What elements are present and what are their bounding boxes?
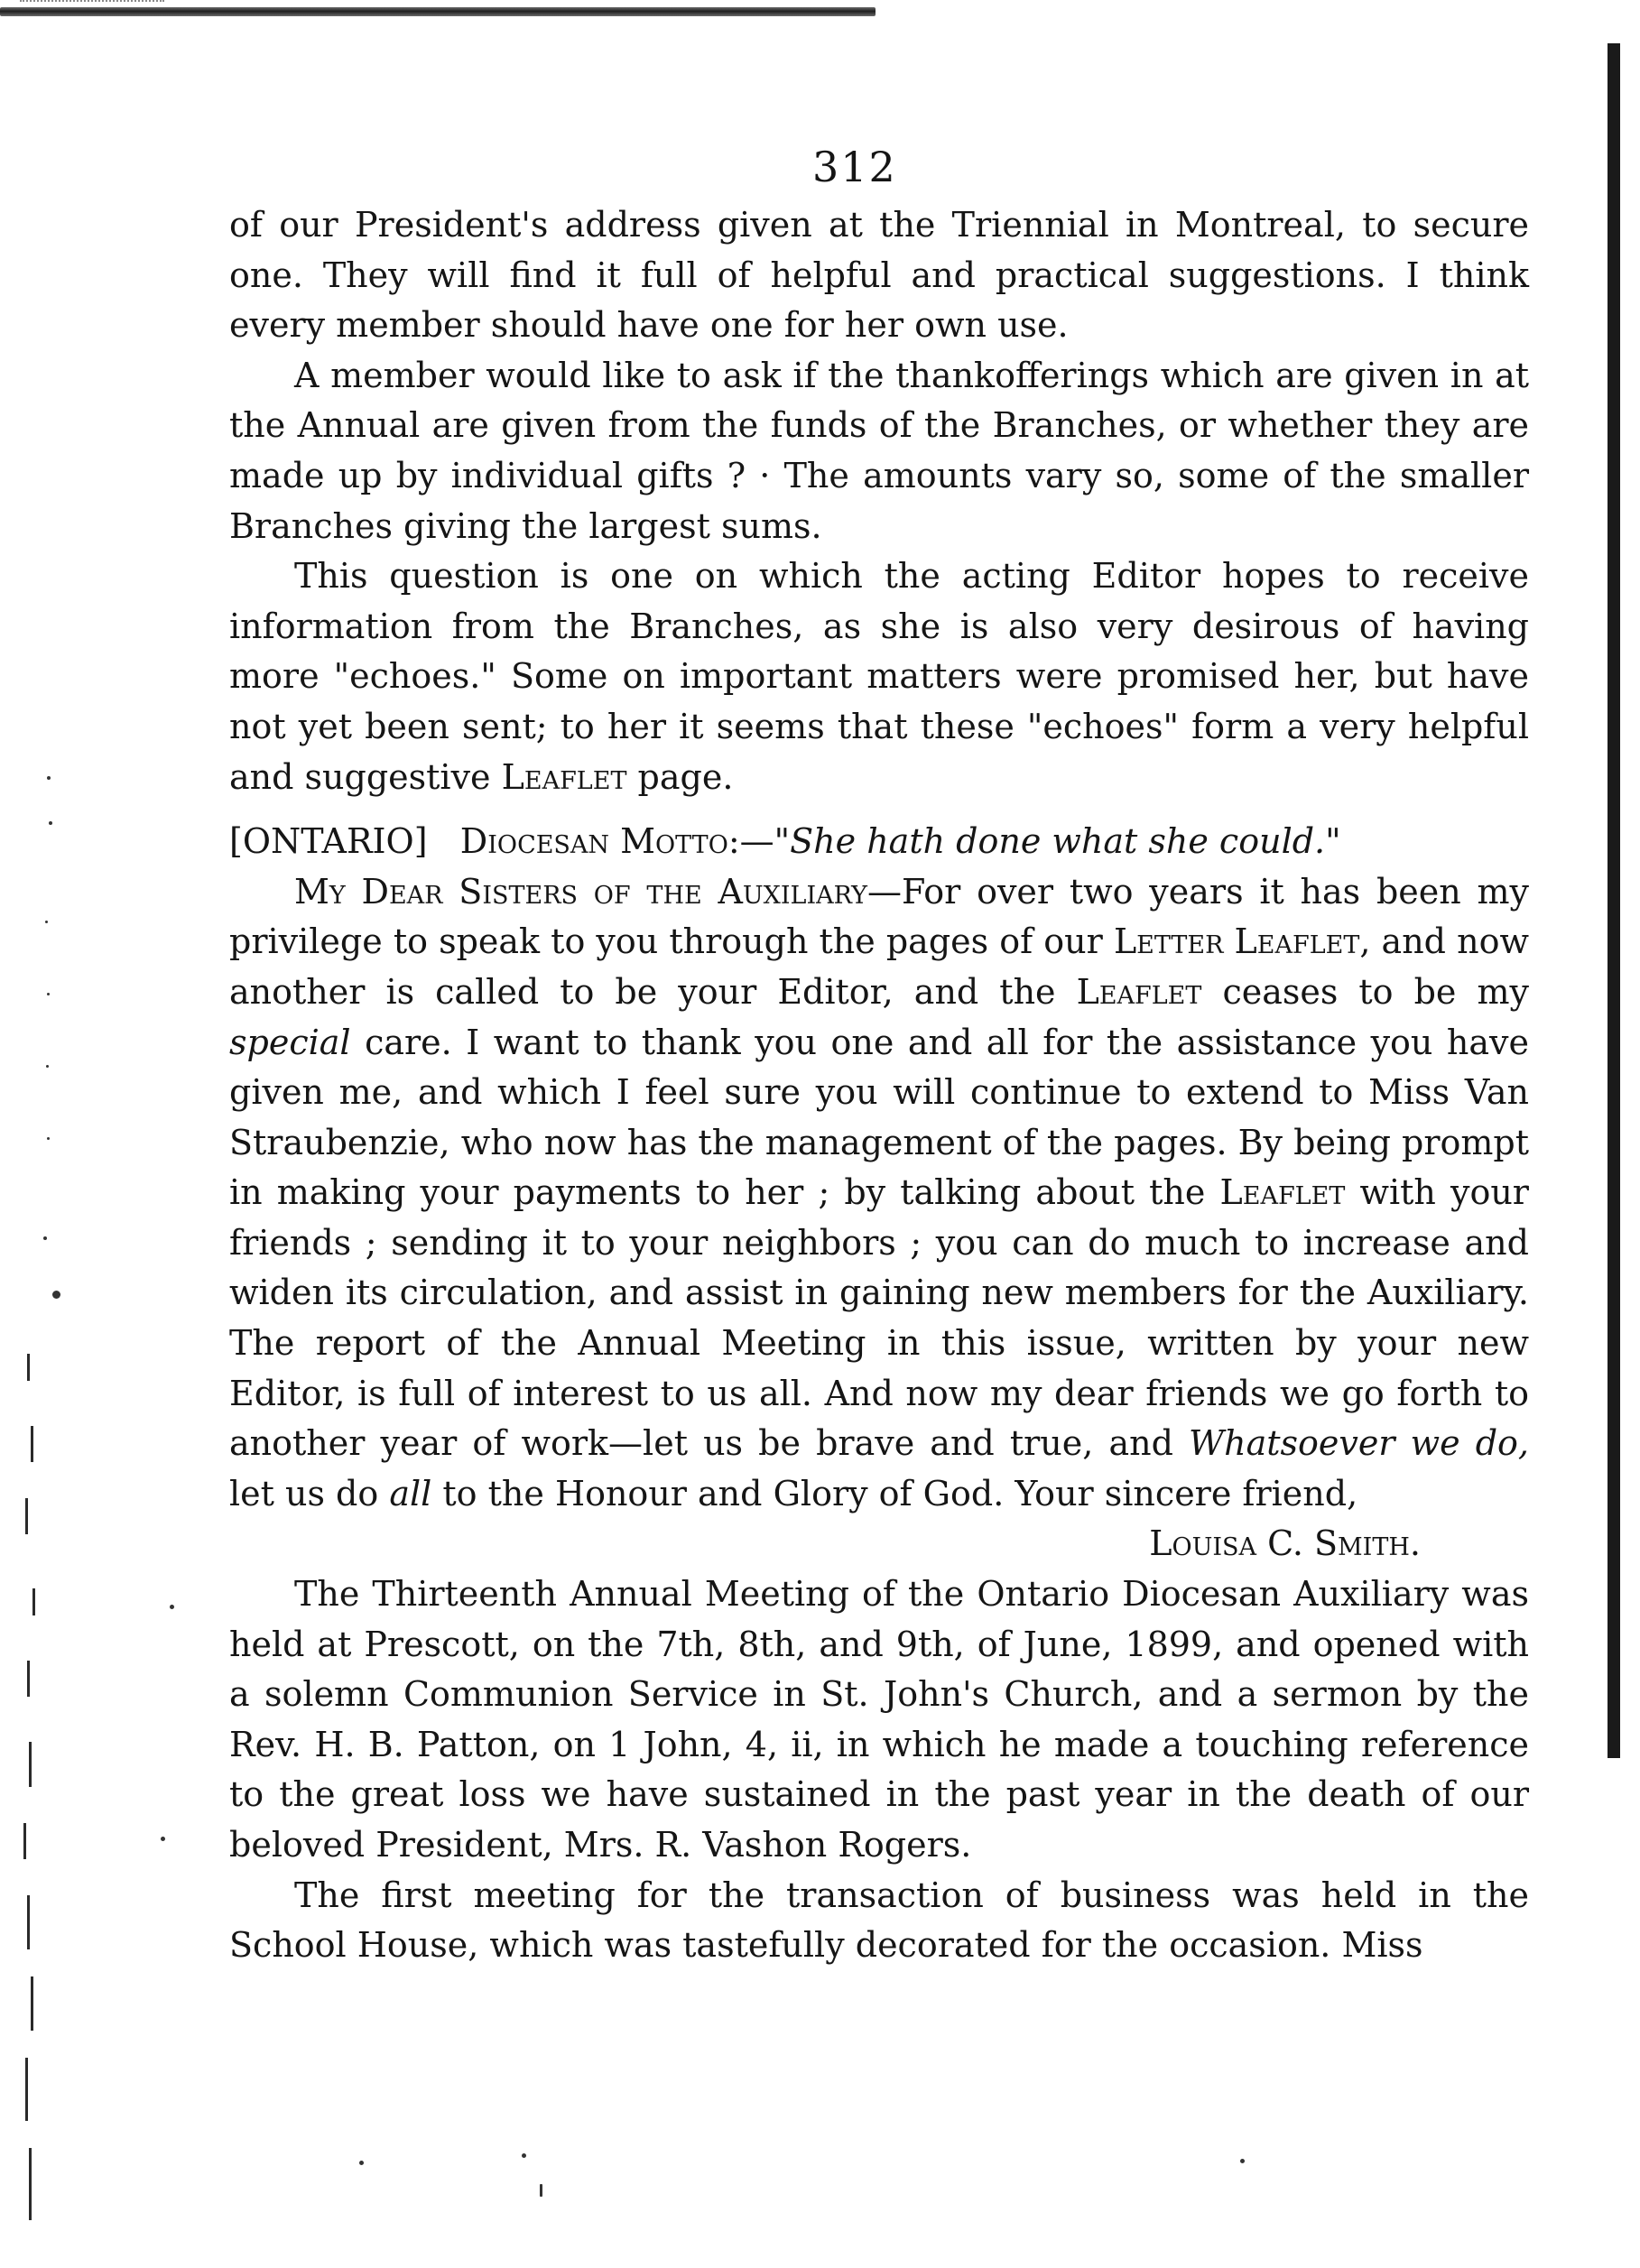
letter-leaflet-title: Letter Leaflet: [1113, 921, 1360, 962]
bottom-specks: [0, 2148, 1640, 2202]
all-emphasis: all: [389, 1473, 432, 1514]
page-body: [229, 200, 1529, 1971]
paragraph-letter: [229, 867, 1529, 1520]
leaflet-title-1: Leaflet: [1076, 971, 1202, 1012]
letter-text-a: —For over two years it has been my privilege to speak to you through the pages of our: [229, 871, 1529, 962]
echoes-text-end: page.: [637, 756, 734, 797]
diocesan-heading: [229, 817, 1529, 867]
heading-region: [ONTARIO]: [229, 821, 428, 862]
paragraph-first-meeting: The first meeting for the transaction of business was held in the School House, which was tastefully decorated for the occasion. Miss: [229, 1875, 1529, 1966]
leaflet-title-2: Leaflet: [1219, 1172, 1346, 1213]
whatsoever-emphasis: Whatsoever we do,: [1189, 1423, 1529, 1464]
binding-margin-marks: [0, 0, 63, 2268]
letter-text-d: care. I want to thank you one and all for the assistance you have given me, and which I feel sure you will continue to extend to Miss Van Straubenzie, who now has the management of the pages. By being prompt in making your payments to her ; by talking about the: [229, 1022, 1529, 1213]
paragraph-echoes: [229, 551, 1529, 802]
signature: Louisa C. Smith.: [1149, 1523, 1421, 1564]
heading-label: Diocesan Motto:—: [459, 821, 774, 862]
letter-text-c: ceases to be my: [1222, 971, 1529, 1012]
paragraph-annual-meeting: The Thirteenth Annual Meeting of the Ontario Diocesan Auxiliary was held at Prescott, on the 7th, 8th, and 9th, of June, 1899, and opened with a solemn Communion Service in St. John's Church, and a sermon by the Rev. H. B. Patton, on 1 John, 4, ii, in which he made a touching reference to the great loss we have sustained in the past year in the death of our beloved President, Mrs. R. Vashon Rogers.: [229, 1574, 1529, 1865]
top-rule: [0, 7, 876, 16]
echoes-text: This question is one on which the acting Editor hopes to receive information from the Branches, as she is also very desirous of having more "echoes." Some on important matters were promised her, but have not yet been sent; to her it seems that these "echoes" form a very helpful and suggestive: [229, 556, 1529, 797]
heading-motto: "She hath done what she could.": [774, 821, 1341, 862]
letter-salutation: My Dear Sisters of the Auxiliary: [294, 871, 867, 912]
letter-text-f: let us do: [229, 1473, 379, 1514]
paragraph-thankofferings: A member would like to ask if the thankofferings which are given in at the Annual are given from the funds of the Branches, or whether they are made up by individual gifts ? · The amounts vary so, some of the smaller Branches giving the largest sums.: [229, 355, 1529, 546]
leaflet-title: Leaflet: [501, 756, 627, 797]
special-emphasis: special: [229, 1022, 351, 1062]
page-number: 312: [812, 143, 897, 191]
letter-text-g: to the Honour and Glory of God. Your sincere friend,: [442, 1473, 1358, 1514]
letter-text-b: , and now another is called to be your Editor, and the: [229, 921, 1529, 1012]
paragraph-president-address: of our President's address given at the Triennial in Montreal, to secure one. They will find it full of helpful and practical suggestions. I think every member should have one for her own use.: [229, 205, 1529, 346]
page-edge-shadow: [1608, 43, 1620, 1758]
letter-text-e: with your friends ; sending it to your neighbors ; you can do much to increase and widen its circulation, and assist in gaining new members for the Auxiliary. The report of the Annual Meeting in this issue, written by your new Editor, is full of interest to us all. And now my dear friends we go forth to another year of work—let us be brave and true, and: [229, 1172, 1529, 1464]
